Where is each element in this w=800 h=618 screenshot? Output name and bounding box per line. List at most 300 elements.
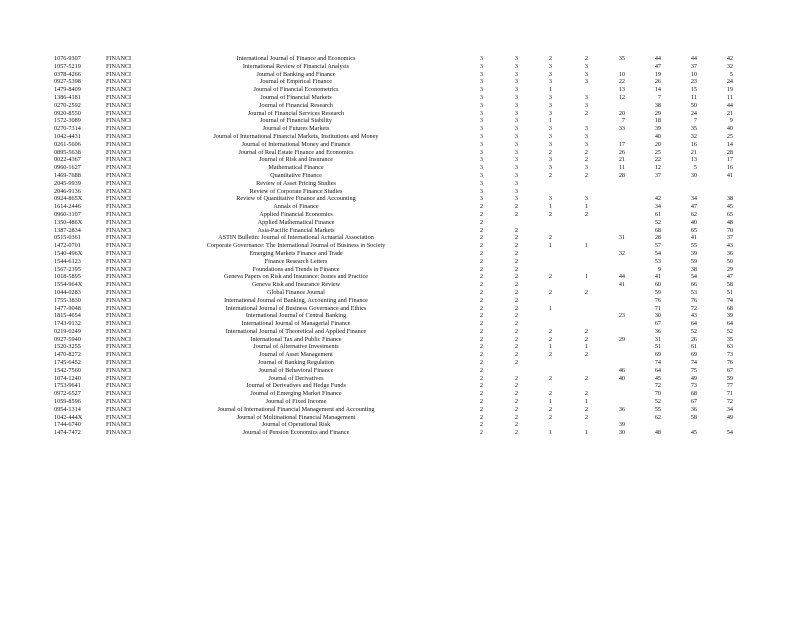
score-cell: 3 [514, 101, 518, 109]
issn-cell: 1469-7688 [54, 171, 81, 179]
score-cell: 17 [618, 140, 625, 148]
journal-title-cell: International Journal of Business Governance and Ethics [225, 304, 367, 312]
score-cell: 18 [654, 117, 661, 125]
score-cell: 2 [514, 312, 518, 320]
score-cell: 21 [618, 156, 625, 164]
score-cell: 54 [726, 429, 733, 437]
journal-title-cell: Applied Financial Economics [259, 210, 333, 218]
score-cell: 1 [584, 242, 588, 250]
score-cell: 71 [654, 304, 661, 312]
journal-title-cell: Corporate Governance: The International Journal of Business in Society [206, 242, 386, 250]
score-cell: 3 [548, 109, 552, 117]
score-cell: 67 [690, 398, 697, 406]
score-cell: 34 [690, 195, 697, 203]
issn-cell: 2046-9136 [54, 187, 81, 195]
issn-cell: 2045-9939 [54, 179, 81, 187]
score-cell: 43 [690, 312, 697, 320]
score-cell: 53 [654, 257, 661, 265]
table-row [0, 227, 800, 235]
score-cell: 25 [654, 148, 661, 156]
score-cell: 1 [584, 203, 588, 211]
table-row [0, 63, 800, 71]
score-cell: 2 [514, 382, 518, 390]
table-row [0, 343, 800, 351]
score-cell: 1 [584, 273, 588, 281]
score-cell: 19 [726, 86, 733, 94]
score-cell: 58 [726, 281, 733, 289]
table-row [0, 406, 800, 414]
issn-cell: 1744-6740 [54, 421, 81, 429]
score-cell: 65 [726, 210, 733, 218]
table-row [0, 266, 800, 274]
issn-cell: 1572-3089 [54, 117, 81, 125]
table-row [0, 312, 800, 320]
table-row [0, 211, 800, 219]
issn-cell: 1554-964X [54, 281, 83, 289]
score-cell: 2 [548, 413, 552, 421]
journal-title-cell: Asia-Pacific Financial Markets [257, 226, 335, 234]
journal-title-cell: Annals of Finance [273, 203, 319, 211]
score-cell: 2 [584, 390, 588, 398]
score-cell: 2 [479, 288, 483, 296]
score-cell: 30 [690, 171, 697, 179]
score-cell: 48 [726, 218, 733, 226]
score-cell: 21 [690, 148, 697, 156]
category-cell: FINANCI [106, 195, 132, 203]
score-cell: 2 [479, 351, 483, 359]
issn-cell: 0270-7314 [54, 125, 81, 133]
score-cell: 2 [479, 320, 483, 328]
score-cell: 11 [727, 93, 733, 101]
category-cell: FINANCI [106, 312, 132, 320]
journal-title-cell: Geneva Papers on Risk and Insurance: Issues and Practice [224, 273, 368, 281]
category-cell: FINANCI [106, 132, 132, 140]
issn-cell: 0927-5940 [54, 335, 81, 343]
score-cell: 37 [726, 234, 733, 242]
score-cell: 3 [479, 164, 483, 172]
score-cell: 65 [690, 226, 697, 234]
category-cell: FINANCI [106, 242, 132, 250]
score-cell: 2 [479, 203, 483, 211]
score-cell: 26 [654, 78, 661, 86]
score-cell: 36 [618, 405, 625, 413]
issn-cell: 0960-1627 [54, 164, 81, 172]
category-cell: FINANCI [106, 78, 132, 86]
category-cell: FINANCI [106, 359, 132, 367]
category-cell: FINANCI [106, 86, 132, 94]
issn-cell: 0378-4266 [54, 70, 81, 78]
category-cell: FINANCI [106, 374, 132, 382]
score-cell: 70 [654, 390, 661, 398]
score-cell: 40 [690, 218, 697, 226]
score-cell: 3 [548, 195, 552, 203]
issn-cell: 1059-8596 [54, 398, 81, 406]
score-cell: 36 [726, 249, 733, 257]
score-cell: 2 [514, 265, 518, 273]
score-cell: 3 [479, 179, 483, 187]
category-cell: FINANCI [106, 179, 132, 187]
table-row [0, 351, 800, 359]
score-cell: 2 [479, 296, 483, 304]
score-cell: 66 [690, 281, 697, 289]
score-cell: 2 [548, 55, 552, 62]
score-cell: 52 [726, 327, 733, 335]
score-cell: 23 [618, 312, 625, 320]
score-cell: 1 [548, 429, 552, 437]
score-cell: 3 [584, 70, 588, 78]
score-cell: 3 [514, 132, 518, 140]
category-cell: FINANCI [106, 327, 132, 335]
score-cell: 47 [654, 62, 661, 70]
score-cell: 45 [690, 429, 697, 437]
score-cell: 2 [548, 327, 552, 335]
score-cell: 19 [654, 70, 661, 78]
score-cell: 36 [690, 405, 697, 413]
issn-cell: 0261-5606 [54, 140, 81, 148]
score-cell: 68 [690, 390, 697, 398]
score-cell: 2 [584, 210, 588, 218]
score-cell: 77 [726, 382, 733, 390]
category-cell: FINANCI [106, 257, 132, 265]
score-cell: 5 [693, 164, 697, 172]
score-cell: 7 [621, 117, 625, 125]
score-cell: 72 [690, 304, 697, 312]
score-cell: 54 [654, 249, 661, 257]
score-cell: 52 [690, 327, 697, 335]
journal-title-cell: Journal of Financial Econometrics [253, 86, 339, 94]
score-cell: 2 [479, 281, 483, 289]
score-cell: 2 [514, 398, 518, 406]
score-cell: 3 [479, 156, 483, 164]
table-row [0, 110, 800, 118]
score-cell: 2 [584, 55, 588, 62]
issn-cell: 0954-1314 [54, 405, 81, 413]
issn-cell: 1567-2395 [54, 265, 81, 273]
score-cell: 3 [584, 93, 588, 101]
category-cell: FINANCI [106, 281, 132, 289]
score-cell: 26 [690, 335, 697, 343]
journal-title-cell: Journal of Banking and Finance [256, 70, 336, 78]
score-cell: 2 [514, 304, 518, 312]
score-cell: 36 [654, 327, 661, 335]
score-cell: 32 [690, 132, 697, 140]
journal-title-cell: Journal of Derivatives [268, 374, 324, 382]
score-cell: 68 [654, 226, 661, 234]
score-cell: 76 [726, 359, 733, 367]
score-cell: 22 [654, 156, 661, 164]
score-cell: 45 [726, 203, 733, 211]
journal-title-cell: Mathematical Finance [268, 164, 324, 172]
score-cell: 37 [690, 62, 697, 70]
score-cell: 3 [584, 164, 588, 172]
score-cell: 3 [584, 101, 588, 109]
score-cell: 2 [479, 374, 483, 382]
score-cell: 2 [584, 374, 588, 382]
score-cell: 14 [654, 86, 661, 94]
score-cell: 11 [619, 164, 625, 172]
score-cell: 39 [726, 312, 733, 320]
score-cell: 2 [584, 109, 588, 117]
score-cell: 3 [479, 86, 483, 94]
score-cell: 53 [690, 288, 697, 296]
score-cell: 20 [654, 140, 661, 148]
score-cell: 16 [690, 140, 697, 148]
category-cell: FINANCI [106, 429, 132, 437]
table-row [0, 102, 800, 110]
score-cell: 2 [548, 374, 552, 382]
score-cell: 57 [654, 242, 661, 250]
score-cell: 2 [548, 390, 552, 398]
score-cell: 2 [514, 203, 518, 211]
score-cell: 55 [654, 405, 661, 413]
score-cell: 3 [514, 125, 518, 133]
score-cell: 12 [654, 164, 661, 172]
table-row [0, 273, 800, 281]
score-cell: 2 [548, 335, 552, 343]
score-cell: 76 [654, 296, 661, 304]
issn-cell: 0927-5398 [54, 78, 81, 86]
category-cell: FINANCI [106, 218, 132, 226]
score-cell: 1 [548, 203, 552, 211]
issn-cell: 1387-2834 [54, 226, 81, 234]
score-cell: 49 [726, 413, 733, 421]
score-cell: 1 [584, 398, 588, 406]
score-cell: 3 [479, 117, 483, 125]
category-cell: FINANCI [106, 187, 132, 195]
issn-cell: 1743-9132 [54, 320, 81, 328]
score-cell: 1 [548, 304, 552, 312]
score-cell: 7 [693, 117, 697, 125]
score-cell: 1 [548, 398, 552, 406]
score-cell: 17 [726, 156, 733, 164]
score-cell: 69 [690, 351, 697, 359]
score-cell: 41 [690, 234, 697, 242]
score-cell: 2 [479, 249, 483, 257]
score-cell: 3 [584, 78, 588, 86]
journal-title-cell: International Journal of Theoretical and Applied Finance [225, 327, 367, 335]
score-cell: 2 [514, 226, 518, 234]
score-cell: 3 [479, 70, 483, 78]
issn-cell: 1474-7472 [54, 429, 81, 437]
score-cell: 2 [479, 335, 483, 343]
issn-cell: 1042-444X [54, 413, 83, 421]
score-cell: 44 [654, 55, 661, 62]
category-cell: FINANCI [106, 210, 132, 218]
issn-cell: 1815-4654 [54, 312, 81, 320]
category-cell: FINANCI [106, 390, 132, 398]
score-cell: 61 [654, 210, 661, 218]
score-cell: 24 [726, 78, 733, 86]
journal-title-cell: Journal of Emerging Market Finance [250, 390, 342, 398]
score-cell: 2 [514, 281, 518, 289]
score-cell: 38 [726, 195, 733, 203]
score-cell: 1 [584, 343, 588, 351]
score-cell: 11 [691, 93, 697, 101]
journal-title-cell: Journal of Empirical Finance [260, 78, 332, 86]
category-cell: FINANCI [106, 55, 132, 62]
journal-title-cell: International Review of Financial Analysis [242, 62, 350, 70]
score-cell: 3 [479, 187, 483, 195]
issn-cell: 0219-0249 [54, 327, 81, 335]
score-cell: 3 [548, 78, 552, 86]
score-cell: 3 [548, 125, 552, 133]
score-cell: 1 [548, 242, 552, 250]
score-cell: 2 [584, 156, 588, 164]
score-cell: 2 [548, 171, 552, 179]
issn-cell: 1386-4181 [54, 93, 81, 101]
journal-title-cell: Journal of Financial Stability [259, 117, 333, 125]
score-cell: 2 [514, 273, 518, 281]
score-cell: 2 [479, 405, 483, 413]
journal-title-cell: Geneva Risk and Insurance Review [251, 281, 341, 289]
score-cell: 3 [514, 187, 518, 195]
score-cell: 58 [690, 413, 697, 421]
table-row [0, 180, 800, 188]
issn-cell: 1074-1240 [54, 374, 81, 382]
score-cell: 2 [479, 366, 483, 374]
score-cell: 3 [584, 62, 588, 70]
category-cell: FINANCI [106, 148, 132, 156]
table-row [0, 281, 800, 289]
score-cell: 3 [479, 148, 483, 156]
score-cell: 2 [514, 210, 518, 218]
score-cell: 64 [654, 366, 661, 374]
score-cell: 2 [514, 343, 518, 351]
score-cell: 2 [584, 288, 588, 296]
issn-cell: 1076-9307 [54, 55, 81, 62]
score-cell: 3 [514, 164, 518, 172]
score-cell: 3 [479, 55, 483, 62]
category-cell: FINANCI [106, 226, 132, 234]
category-cell: FINANCI [106, 117, 132, 125]
category-cell: FINANCI [106, 249, 132, 257]
score-cell: 12 [618, 93, 625, 101]
score-cell: 2 [584, 171, 588, 179]
score-cell: 29 [654, 109, 661, 117]
score-cell: 20 [618, 109, 625, 117]
journal-title-cell: Global Finance Journal [267, 288, 325, 296]
score-cell: 5 [729, 70, 733, 78]
table-row [0, 258, 800, 266]
table-row [0, 219, 800, 227]
category-cell: FINANCI [106, 164, 132, 172]
score-cell: 45 [654, 374, 661, 382]
table-row [0, 429, 800, 437]
score-cell: 49 [690, 374, 697, 382]
issn-cell: 1472-0701 [54, 242, 81, 250]
score-cell: 2 [514, 242, 518, 250]
score-cell: 55 [690, 242, 697, 250]
score-cell: 35 [726, 335, 733, 343]
score-cell: 2 [548, 405, 552, 413]
table-row [0, 195, 800, 203]
journal-title-cell: Journal of Financial Research [259, 101, 333, 109]
table-row [0, 78, 800, 86]
journal-title-cell: International Journal of Managerial Finance [241, 320, 351, 328]
score-cell: 2 [514, 413, 518, 421]
score-cell: 62 [690, 210, 697, 218]
score-cell: 3 [548, 132, 552, 140]
issn-cell: 1350-486X [54, 218, 83, 226]
score-cell: 44 [690, 55, 697, 62]
score-cell: 10 [690, 70, 697, 78]
issn-cell: 1042-4431 [54, 132, 81, 140]
score-cell: 3 [479, 132, 483, 140]
journal-title-cell: Journal of Behavioral Finance [258, 366, 334, 374]
score-cell: 28 [726, 148, 733, 156]
score-cell: 28 [654, 234, 661, 242]
score-cell: 3 [514, 148, 518, 156]
score-cell: 3 [548, 62, 552, 70]
score-cell: 21 [726, 109, 733, 117]
score-cell: 3 [584, 195, 588, 203]
score-cell: 31 [618, 234, 625, 242]
journal-title-cell: Journal of Pension Economics and Finance [242, 429, 350, 437]
category-cell: FINANCI [106, 93, 132, 101]
score-cell: 7 [657, 93, 661, 101]
score-cell: 71 [726, 390, 733, 398]
table-row [0, 188, 800, 196]
score-cell: 47 [690, 203, 697, 211]
score-cell: 3 [514, 70, 518, 78]
journal-title-cell: Journal of International Financial Management and Accounting [217, 405, 375, 413]
score-cell: 3 [548, 70, 552, 78]
score-cell: 74 [726, 296, 733, 304]
score-cell: 3 [514, 117, 518, 125]
issn-cell: 1057-5219 [54, 62, 81, 70]
table-row [0, 172, 800, 180]
score-cell: 2 [548, 273, 552, 281]
score-cell: 2 [584, 148, 588, 156]
score-cell: 32 [726, 62, 733, 70]
score-cell: 15 [690, 86, 697, 94]
category-cell: FINANCI [106, 101, 132, 109]
score-cell: 68 [726, 304, 733, 312]
score-cell: 2 [479, 210, 483, 218]
journal-title-cell: Finance Research Letters [264, 257, 328, 265]
score-cell: 2 [479, 390, 483, 398]
category-cell: FINANCI [106, 405, 132, 413]
issn-cell: 1542-7560 [54, 366, 81, 374]
category-cell: FINANCI [106, 273, 132, 281]
score-cell: 9 [657, 265, 661, 273]
score-cell: 30 [618, 429, 625, 437]
score-cell: 3 [479, 101, 483, 109]
score-cell: 42 [654, 195, 661, 203]
score-cell: 30 [654, 312, 661, 320]
score-cell: 9 [729, 117, 733, 125]
issn-cell: 0920-8550 [54, 109, 81, 117]
table-row [0, 250, 800, 258]
journal-title-cell: ASTIN Bulletin: Journal of International Actuarial Association [218, 234, 374, 242]
score-cell: 2 [584, 327, 588, 335]
score-cell: 38 [690, 265, 697, 273]
issn-cell: 1544-6123 [54, 257, 81, 265]
category-cell: FINANCI [106, 125, 132, 133]
score-cell: 3 [479, 171, 483, 179]
score-cell: 3 [479, 62, 483, 70]
score-cell: 29 [618, 335, 625, 343]
issn-cell: 0022-4367 [54, 156, 81, 164]
issn-cell: 0895-5638 [54, 148, 81, 156]
score-cell: 34 [654, 203, 661, 211]
table-row [0, 398, 800, 406]
journal-title-cell: Journal of Financial Services Research [247, 109, 345, 117]
score-cell: 25 [726, 132, 733, 140]
table-row [0, 382, 800, 390]
score-cell: 32 [618, 249, 625, 257]
journal-title-cell: Journal of Banking Regulation [257, 359, 335, 367]
